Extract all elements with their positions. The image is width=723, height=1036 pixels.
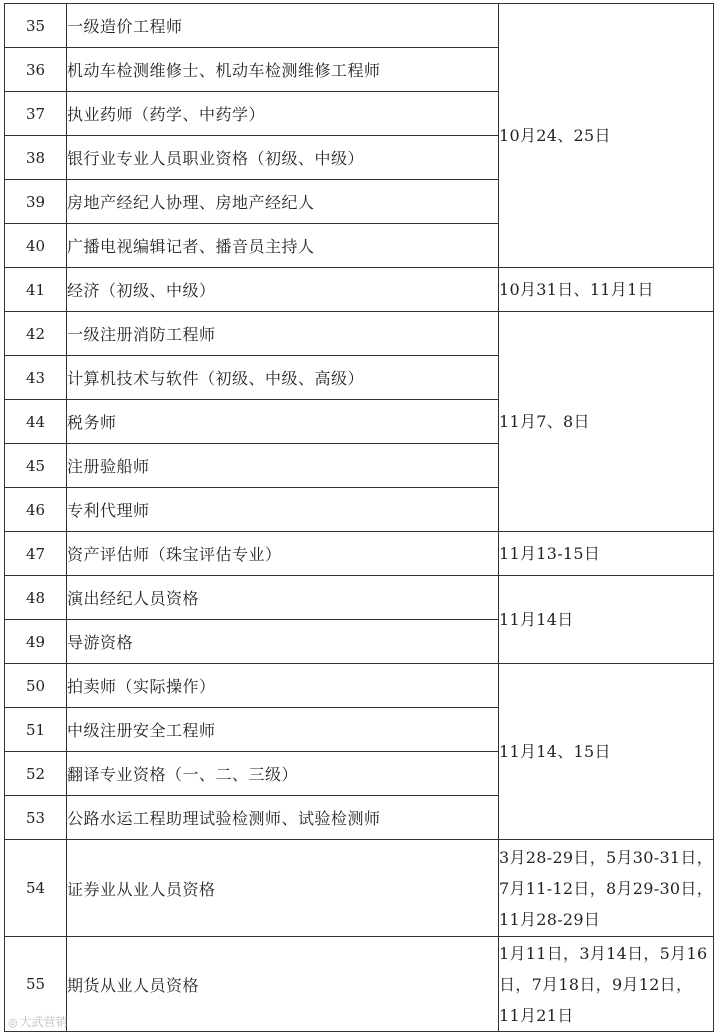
row-number: 55	[5, 937, 67, 1032]
table-row	[5, 664, 714, 708]
exam-date: 11月14日	[499, 576, 714, 664]
exam-name: 经济（初级、中级）	[67, 268, 499, 312]
row-number: 40	[5, 224, 67, 268]
exam-name: 执业药师（药学、中药学）	[67, 92, 499, 136]
table-row	[5, 312, 714, 356]
exam-name: 一级造价工程师	[67, 4, 499, 48]
row-number: 49	[5, 620, 67, 664]
row-number: 41	[5, 268, 67, 312]
exam-name: 注册验船师	[67, 444, 499, 488]
exam-name: 一级注册消防工程师	[67, 312, 499, 356]
watermark	[8, 1013, 68, 1030]
exam-date: 10月31日、11月1日	[499, 268, 714, 312]
exam-name: 计算机技术与软件（初级、中级、高级）	[67, 356, 499, 400]
exam-name: 翻译专业资格（一、二、三级）	[67, 752, 499, 796]
watermark-text: 大武营销	[19, 1015, 68, 1029]
row-number: 54	[5, 840, 67, 937]
exam-name: 演出经纪人员资格	[67, 576, 499, 620]
exam-date: 3月28-29日，5月30-31日，7月11-12日，8月29-30日，11月28-29日	[499, 840, 714, 937]
row-number: 46	[5, 488, 67, 532]
exam-name: 期货从业人员资格	[67, 937, 499, 1032]
exam-date: 11月14、15日	[499, 664, 714, 840]
table-row	[5, 268, 714, 312]
row-number: 35	[5, 4, 67, 48]
row-number: 50	[5, 664, 67, 708]
exam-name: 公路水运工程助理试验检测师、试验检测师	[67, 796, 499, 840]
table-row	[5, 576, 714, 620]
exam-name: 导游资格	[67, 620, 499, 664]
weibo-icon: ◎	[8, 1016, 18, 1029]
exam-name: 广播电视编辑记者、播音员主持人	[67, 224, 499, 268]
exam-name: 中级注册安全工程师	[67, 708, 499, 752]
row-number: 43	[5, 356, 67, 400]
row-number: 51	[5, 708, 67, 752]
row-number: 52	[5, 752, 67, 796]
exam-name: 专利代理师	[67, 488, 499, 532]
row-number: 36	[5, 48, 67, 92]
row-number: 42	[5, 312, 67, 356]
row-number: 37	[5, 92, 67, 136]
exam-date: 11月13-15日	[499, 532, 714, 576]
row-number: 48	[5, 576, 67, 620]
row-number: 44	[5, 400, 67, 444]
table-row	[5, 840, 714, 937]
row-number: 53	[5, 796, 67, 840]
exam-name: 银行业专业人员职业资格（初级、中级）	[67, 136, 499, 180]
exam-date: 10月24、25日	[499, 4, 714, 268]
exam-name: 拍卖师（实际操作）	[67, 664, 499, 708]
table-row	[5, 937, 714, 1032]
exam-name: 资产评估师（珠宝评估专业）	[67, 532, 499, 576]
exam-date: 1月11日，3月14日，5月16日，7月18日，9月12日，11月21日	[499, 937, 714, 1032]
row-number: 39	[5, 180, 67, 224]
exam-date: 11月7、8日	[499, 312, 714, 532]
row-number: 38	[5, 136, 67, 180]
exam-schedule-table	[4, 3, 714, 1032]
row-number: 45	[5, 444, 67, 488]
row-number: 47	[5, 532, 67, 576]
table-row	[5, 532, 714, 576]
exam-name: 税务师	[67, 400, 499, 444]
exam-name: 机动车检测维修士、机动车检测维修工程师	[67, 48, 499, 92]
exam-name: 证券业从业人员资格	[67, 840, 499, 937]
exam-name: 房地产经纪人协理、房地产经纪人	[67, 180, 499, 224]
table-row	[5, 4, 714, 48]
